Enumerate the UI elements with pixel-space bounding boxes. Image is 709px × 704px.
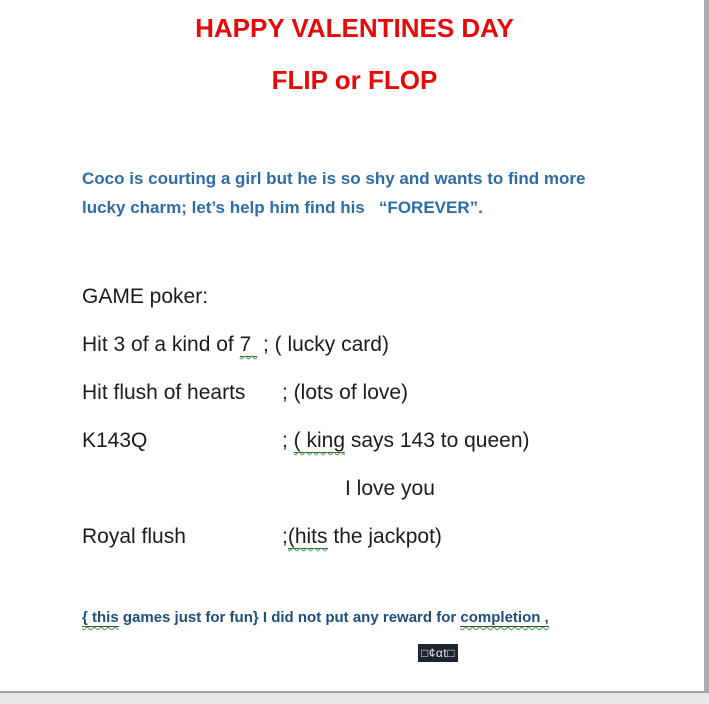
row1-pre: Hit 3 of a kind of: [82, 333, 240, 356]
row2-right: ; (lots of love): [282, 381, 409, 404]
vertical-scrollbar[interactable]: [704, 0, 709, 691]
intro-line-2: lucky charm; let’s help him find his “FOREVER”.: [82, 198, 483, 217]
game-row-royal-flush: [82, 524, 709, 550]
row5-right-pre: ;: [282, 525, 288, 548]
row1-post: ; ( lucky card): [257, 333, 389, 356]
game-row-k143q: [82, 428, 709, 454]
note-middle: games just for fun} I did not put any reward for: [118, 609, 461, 626]
game-heading: GAME poker:: [82, 285, 209, 308]
footer-note: [82, 608, 709, 628]
row3-right-post: says 143 to queen): [345, 429, 530, 452]
note-underlined-completion: completion ,: [460, 609, 549, 626]
game-section: [82, 284, 709, 550]
row3-right-pre: ;: [282, 429, 294, 452]
intro-paragraph: [82, 164, 709, 222]
game-row-three-of-a-kind: [82, 332, 709, 358]
game-row-flush-of-hearts: [82, 380, 709, 406]
row3-left: K143Q: [82, 429, 148, 452]
row3-underlined-king: ( king: [293, 429, 346, 452]
subtitle: FLIP or FLOP: [271, 65, 438, 95]
intro-line-1: Coco is courting a girl but he is so shy and wants to find more: [82, 169, 586, 188]
row1-underlined-seven: 7: [239, 333, 258, 356]
row2-left: Hit flush of hearts: [82, 381, 246, 404]
document-body: [0, 164, 709, 662]
bottom-status-bar: [0, 691, 709, 704]
highlighted-cat-badge: □¢αt□: [418, 644, 458, 662]
row5-left: Royal flush: [82, 525, 186, 548]
note-underlined-this: { this: [82, 609, 119, 626]
game-row-i-love-you: I love you: [345, 477, 435, 500]
row5-underlined-hits: (hits: [287, 525, 328, 548]
row5-right-post: the jackpot): [327, 525, 442, 548]
main-title: HAPPY VALENTINES DAY: [195, 13, 514, 43]
document-titles: [0, 0, 709, 94]
